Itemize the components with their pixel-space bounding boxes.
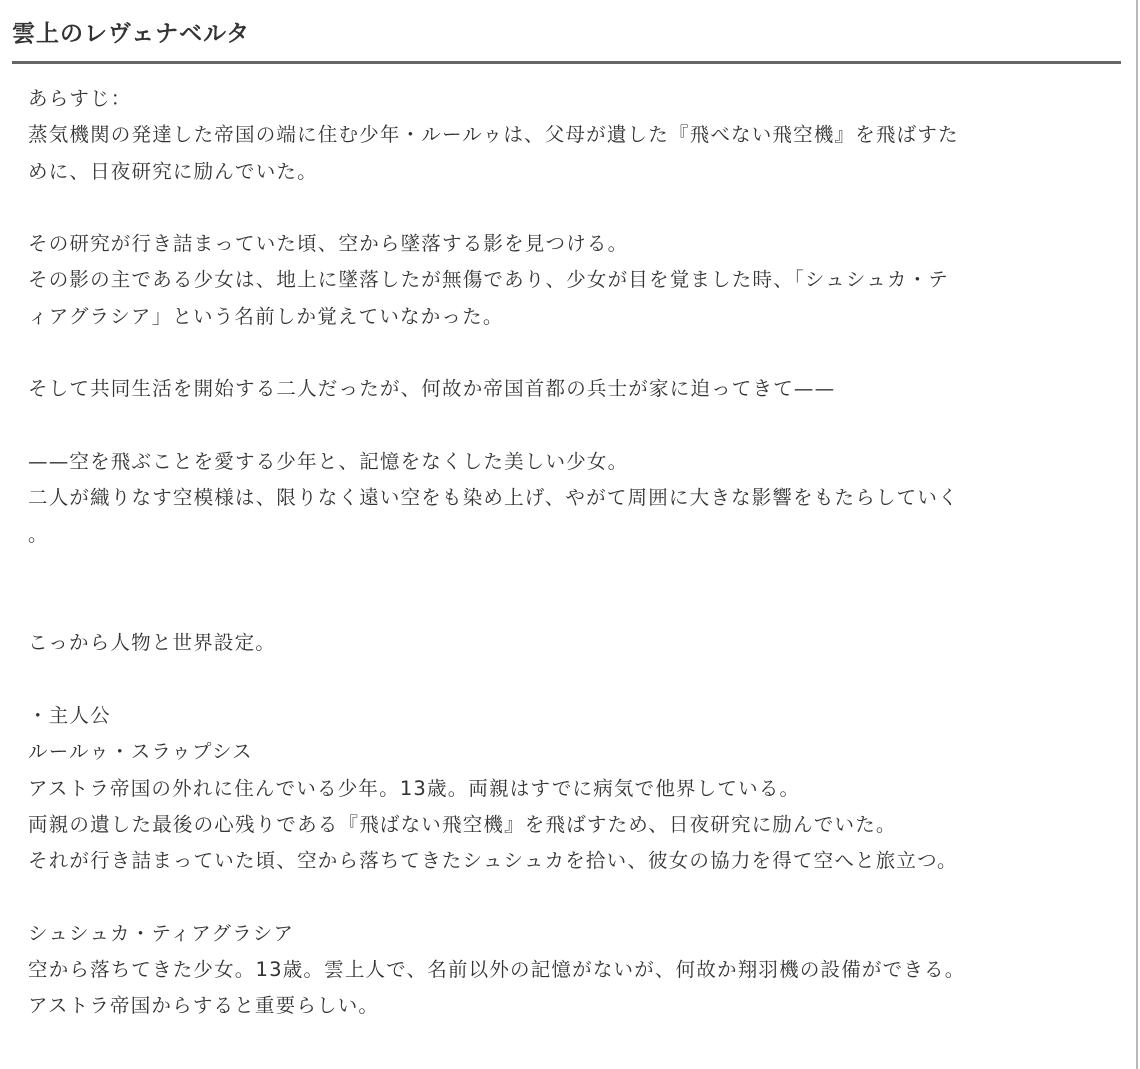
body-text-line: 二人が織りなす空模様は、限りなく遠い空をも染め上げ、やがて周囲に大きな影響をもたらしていく	[28, 486, 959, 510]
body-text-line: そして共同生活を開始する二人だったが、何故か帝国首都の兵士が家に迫ってきて——	[28, 377, 836, 401]
blank-line	[28, 190, 1098, 226]
body-text-line: 。	[28, 522, 49, 546]
body-text-line: あらすじ：	[28, 87, 132, 110]
body-text-line: 両親の遺した最後の心残りである『飛ばない飛空機』を飛ばすため、日夜研究に励んでいた。	[28, 812, 897, 836]
blank-line	[28, 662, 1098, 698]
body-text-line: めに、日夜研究に励んでいた。	[28, 159, 318, 183]
body-text-line: 空から落ちてきた少女。13歳。雲上人で、名前以外の記憶がないが、何故か翔羽機の設備ができる。	[28, 958, 966, 982]
blank-line	[28, 408, 1098, 444]
body-text-line: それが行き詰まっていた頃、空から落ちてきたシュシュカを拾い、彼女の協力を得て空へと旅立つ。	[28, 849, 958, 873]
body-text-line: アストラ帝国からすると重要らしい。	[28, 994, 380, 1018]
body-text-line: こっから人物と世界設定。	[28, 631, 277, 655]
body-text-line: ルールゥ・スラゥプシス	[28, 740, 253, 764]
page-right-border	[1136, 0, 1138, 1069]
article-body	[28, 81, 1098, 1025]
body-text-line: 蒸気機関の発達した帝国の端に住む少年・ルールゥは、父母が遺した『飛べない飛空機』を飛ばすた	[28, 123, 959, 147]
body-text-line: その影の主である少女は、地上に墜落したが無傷であり、少女が目を覚ました時、「シュシュカ・テ	[28, 268, 949, 292]
body-text-line: シュシュカ・ティアグラシア	[28, 921, 295, 945]
body-text-line: ィアグラシア」という名前しか覚えていなかった。	[28, 304, 504, 328]
article-header	[12, 0, 1121, 64]
blank-line	[28, 589, 1098, 625]
blank-line	[28, 880, 1098, 916]
body-text-line: その研究が行き詰まっていた頃、空から墜落する影を見つける。	[28, 232, 629, 256]
body-text-line: ・主人公	[28, 704, 111, 728]
article-title: 雲上のレヴェナベルタ	[12, 21, 251, 47]
body-text-line: アストラ帝国の外れに住んでいる少年。13歳。両親はすでに病気で他界している。	[28, 776, 801, 800]
blank-line	[28, 553, 1098, 589]
blank-line	[28, 335, 1098, 371]
body-text-line: ——空を飛ぶことを愛する少年と、記憶をなくした美しい少女。	[28, 449, 629, 473]
